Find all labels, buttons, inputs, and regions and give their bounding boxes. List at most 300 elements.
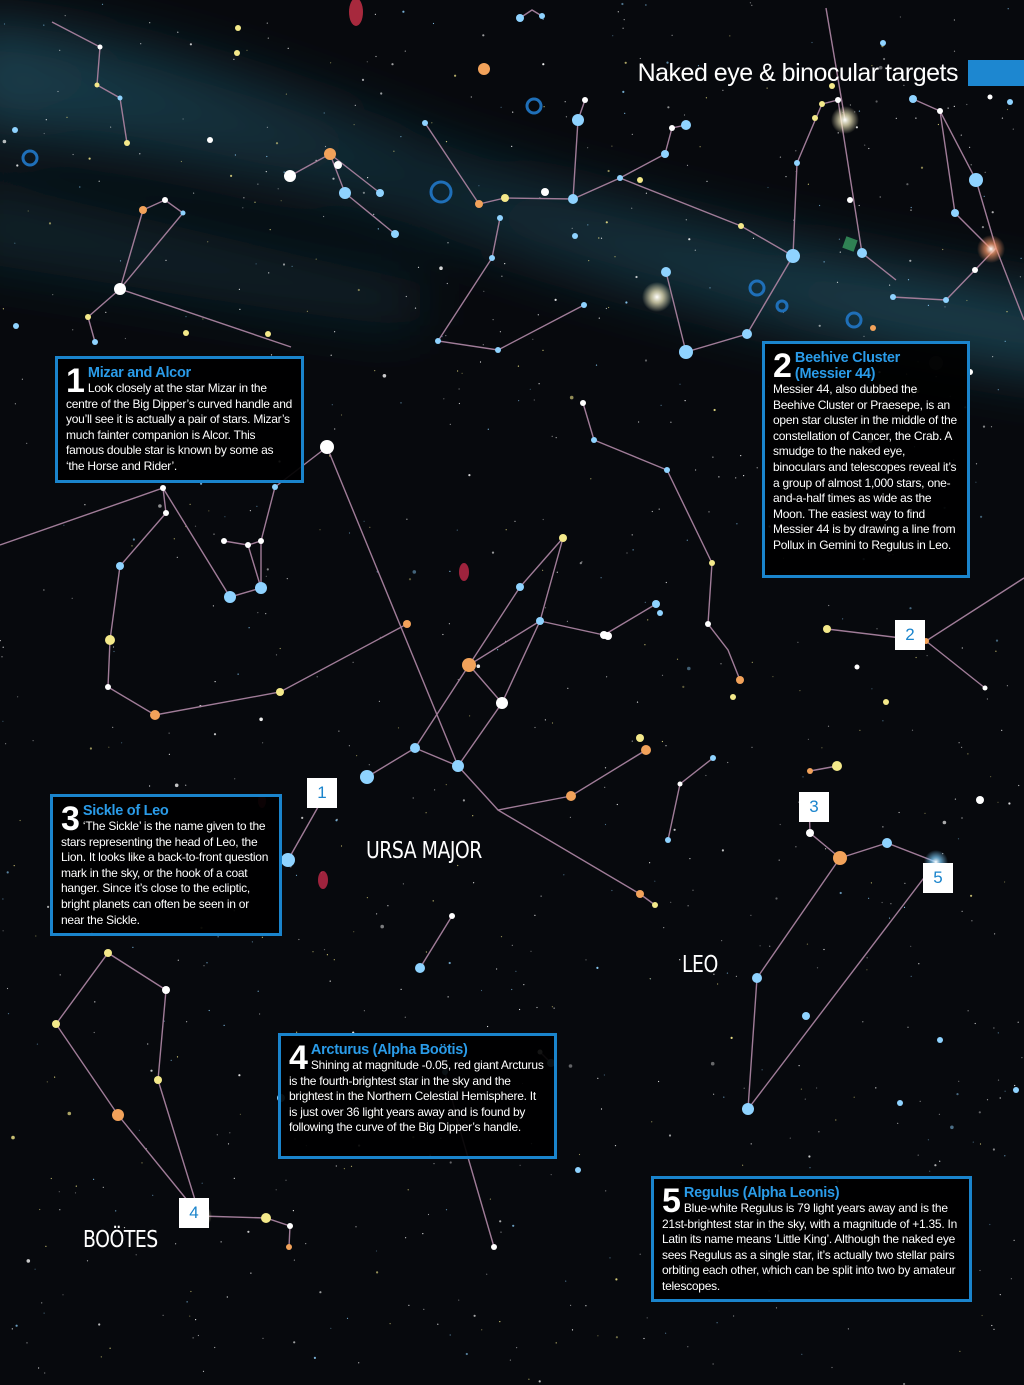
- faint-star: [442, 634, 443, 635]
- faint-star: [379, 701, 380, 702]
- faint-star: [948, 108, 949, 109]
- faint-star: [500, 331, 501, 332]
- target-number: 2: [773, 347, 792, 385]
- faint-star: [1008, 8, 1009, 9]
- faint-star: [599, 318, 600, 319]
- star-icon: [1013, 1087, 1019, 1093]
- faint-star: [679, 959, 680, 960]
- star-icon: [284, 170, 296, 182]
- faint-star: [481, 1329, 482, 1330]
- faint-star: [463, 799, 465, 801]
- faint-star: [998, 1080, 999, 1081]
- faint-star: [585, 959, 586, 960]
- faint-star: [1005, 341, 1006, 342]
- faint-star: [390, 1323, 391, 1324]
- faint-star: [611, 890, 612, 891]
- faint-star: [863, 336, 864, 337]
- faint-star: [854, 1097, 855, 1098]
- faint-star: [354, 124, 355, 125]
- faint-star: [37, 1044, 38, 1045]
- star-icon: [636, 890, 644, 898]
- faint-star: [457, 370, 458, 371]
- faint-star: [165, 260, 166, 261]
- faint-star: [486, 1274, 487, 1275]
- faint-star: [288, 48, 289, 49]
- faint-star: [1011, 1278, 1012, 1279]
- faint-star: [355, 105, 356, 106]
- target-box-5: [651, 1176, 972, 1302]
- faint-star: [605, 824, 606, 825]
- page-header: [638, 58, 1024, 88]
- faint-star: [606, 676, 607, 677]
- faint-star: [14, 865, 15, 866]
- faint-star: [177, 32, 178, 33]
- faint-star: [483, 344, 484, 345]
- faint-star: [198, 1335, 199, 1336]
- faint-star: [662, 741, 663, 742]
- faint-star: [859, 205, 860, 206]
- star-icon: [710, 755, 716, 761]
- faint-star: [665, 1333, 666, 1334]
- bright-star-icon: [977, 235, 1005, 263]
- star-icon: [462, 658, 476, 672]
- faint-star: [802, 776, 803, 777]
- star-icon: [403, 620, 411, 628]
- faint-star: [405, 1237, 406, 1238]
- faint-star: [450, 1161, 452, 1163]
- faint-star: [831, 1367, 832, 1368]
- faint-star: [330, 62, 331, 63]
- faint-star: [449, 962, 451, 964]
- faint-star: [909, 607, 911, 609]
- star-icon: [163, 510, 169, 516]
- faint-star: [75, 1192, 76, 1193]
- faint-star: [720, 663, 721, 664]
- faint-star: [499, 1321, 500, 1322]
- star-icon: [541, 188, 549, 196]
- faint-star: [566, 116, 567, 117]
- star-icon: [516, 14, 524, 22]
- faint-star: [341, 414, 342, 415]
- faint-star: [73, 154, 74, 155]
- faint-star: [401, 989, 402, 990]
- faint-star: [250, 510, 251, 511]
- star-icon: [833, 851, 847, 865]
- faint-star: [808, 1155, 810, 1157]
- faint-star: [431, 122, 432, 123]
- faint-star: [530, 389, 531, 390]
- faint-star: [243, 197, 244, 198]
- faint-star: [268, 272, 269, 273]
- star-icon: [489, 255, 495, 261]
- faint-star: [979, 1111, 981, 1113]
- faint-star: [136, 1254, 137, 1255]
- faint-star: [828, 726, 829, 727]
- faint-star: [543, 19, 544, 20]
- faint-star: [49, 222, 51, 224]
- faint-star: [278, 188, 279, 189]
- faint-star: [821, 747, 822, 748]
- faint-star: [646, 193, 647, 194]
- faint-star: [102, 4, 103, 5]
- faint-star: [959, 1351, 960, 1352]
- faint-star: [413, 570, 417, 574]
- faint-star: [740, 455, 741, 456]
- target-number: 4: [289, 1039, 308, 1077]
- faint-star: [68, 1112, 72, 1116]
- faint-star: [221, 1241, 222, 1242]
- map-marker-3: 3: [799, 792, 829, 822]
- faint-star: [292, 266, 293, 267]
- faint-star: [751, 1143, 752, 1144]
- faint-star: [868, 898, 869, 899]
- faint-star: [265, 613, 266, 614]
- faint-star: [709, 287, 710, 288]
- faint-star: [743, 475, 744, 476]
- faint-star: [474, 1315, 476, 1317]
- faint-star: [190, 504, 191, 505]
- faint-star: [428, 1214, 429, 1215]
- faint-star: [262, 742, 263, 743]
- faint-star: [1014, 1085, 1015, 1086]
- faint-star: [483, 291, 484, 292]
- faint-star: [811, 42, 812, 43]
- star-icon: [794, 160, 800, 166]
- faint-star: [17, 696, 18, 697]
- faint-star: [638, 421, 639, 422]
- faint-star: [871, 882, 872, 883]
- faint-star: [649, 862, 650, 863]
- faint-star: [626, 552, 627, 553]
- faint-star: [16, 164, 18, 166]
- faint-star: [270, 229, 271, 230]
- star-icon: [181, 211, 186, 216]
- faint-star: [314, 1357, 316, 1359]
- faint-star: [1020, 276, 1021, 277]
- constellation-label-bootes: BOÖTES: [83, 1227, 158, 1253]
- faint-star: [842, 618, 843, 619]
- faint-star: [633, 549, 634, 550]
- star-icon: [95, 83, 100, 88]
- faint-star: [175, 1243, 176, 1244]
- star-icon: [657, 610, 663, 616]
- faint-star: [661, 405, 662, 406]
- faint-star: [446, 1209, 447, 1210]
- faint-star: [60, 974, 61, 975]
- faint-star: [447, 242, 448, 243]
- faint-star: [234, 1178, 235, 1179]
- star-icon: [882, 838, 892, 848]
- faint-star: [742, 1165, 743, 1166]
- faint-star: [598, 237, 599, 238]
- faint-star: [939, 1114, 940, 1115]
- faint-star: [3, 140, 7, 144]
- faint-star: [369, 527, 370, 528]
- faint-star: [961, 135, 962, 136]
- faint-star: [66, 117, 67, 118]
- faint-star: [556, 1342, 557, 1343]
- faint-star: [970, 895, 972, 897]
- faint-star: [645, 359, 647, 361]
- faint-star: [723, 1097, 724, 1098]
- faint-star: [113, 651, 114, 652]
- faint-star: [605, 1190, 606, 1191]
- faint-star: [376, 913, 377, 914]
- faint-star: [487, 1026, 488, 1027]
- star-icon: [116, 562, 124, 570]
- faint-star: [942, 249, 943, 250]
- star-icon: [969, 173, 983, 187]
- star-icon: [806, 829, 814, 837]
- faint-star: [859, 111, 860, 112]
- faint-star: [817, 967, 818, 968]
- faint-star: [875, 1087, 876, 1088]
- faint-star: [994, 933, 995, 934]
- faint-star: [939, 1161, 940, 1162]
- faint-star: [1008, 802, 1010, 804]
- faint-star: [625, 62, 627, 64]
- faint-star: [293, 1210, 294, 1211]
- faint-star: [516, 1347, 517, 1348]
- faint-star: [426, 812, 427, 813]
- faint-star: [228, 1143, 229, 1144]
- faint-star: [99, 181, 100, 182]
- faint-star: [280, 648, 281, 649]
- faint-star: [567, 688, 568, 689]
- faint-star: [621, 3, 623, 5]
- star-icon: [162, 986, 170, 994]
- faint-star: [249, 627, 250, 628]
- faint-star: [991, 1325, 992, 1326]
- faint-star: [918, 1155, 919, 1156]
- faint-star: [332, 178, 334, 180]
- faint-star: [924, 813, 925, 814]
- faint-star: [93, 1179, 94, 1180]
- faint-star: [663, 927, 664, 928]
- faint-star: [511, 146, 512, 147]
- faint-star: [515, 971, 516, 972]
- star-icon: [281, 853, 295, 867]
- faint-star: [276, 654, 277, 655]
- faint-star: [785, 176, 786, 177]
- faint-star: [624, 113, 625, 114]
- faint-star: [625, 301, 627, 303]
- faint-star: [446, 141, 447, 142]
- star-icon: [162, 197, 168, 203]
- faint-star: [797, 642, 798, 643]
- star-icon: [847, 197, 853, 203]
- faint-star: [632, 534, 633, 535]
- faint-star: [840, 892, 842, 894]
- faint-star: [250, 1273, 251, 1274]
- faint-star: [472, 815, 473, 816]
- faint-star: [413, 797, 414, 798]
- faint-star: [1001, 730, 1002, 731]
- faint-star: [635, 276, 637, 278]
- star-icon: [52, 1020, 60, 1028]
- faint-star: [982, 226, 984, 228]
- faint-star: [530, 951, 531, 952]
- faint-star: [762, 1069, 763, 1070]
- faint-star: [651, 1121, 652, 1122]
- faint-star: [708, 511, 709, 512]
- faint-star: [43, 589, 44, 590]
- faint-star: [640, 1254, 641, 1255]
- faint-star: [433, 900, 434, 901]
- faint-star: [962, 647, 963, 648]
- faint-star: [405, 1017, 406, 1018]
- faint-star: [750, 2, 751, 3]
- faint-star: [700, 146, 701, 147]
- faint-star: [262, 937, 263, 938]
- faint-star: [996, 640, 998, 642]
- star-icon: [98, 45, 103, 50]
- faint-star: [89, 158, 91, 160]
- faint-star: [267, 23, 268, 24]
- faint-star: [266, 156, 267, 157]
- faint-star: [324, 112, 325, 113]
- faint-star: [816, 1087, 817, 1088]
- faint-star: [336, 1165, 337, 1166]
- faint-star: [185, 785, 186, 786]
- faint-star: [652, 511, 653, 512]
- faint-star: [254, 202, 255, 203]
- faint-star: [113, 646, 114, 647]
- faint-star: [238, 674, 239, 675]
- faint-star: [462, 373, 463, 374]
- faint-star: [449, 571, 450, 572]
- faint-star: [510, 1360, 511, 1361]
- faint-star: [14, 243, 15, 244]
- faint-star: [347, 1318, 348, 1319]
- faint-star: [973, 1142, 974, 1143]
- target-box-1: [55, 356, 304, 483]
- faint-star: [305, 1243, 306, 1244]
- faint-star: [992, 356, 993, 357]
- faint-star: [587, 147, 588, 148]
- faint-star: [565, 1281, 566, 1282]
- faint-star: [257, 612, 258, 613]
- faint-star: [44, 1313, 45, 1314]
- faint-star: [910, 946, 911, 947]
- faint-star: [356, 755, 357, 756]
- faint-star: [215, 681, 216, 682]
- star-icon: [823, 625, 831, 633]
- faint-star: [267, 568, 269, 570]
- faint-star: [614, 256, 615, 257]
- faint-star: [375, 14, 376, 15]
- star-icon: [855, 665, 860, 670]
- faint-star: [131, 545, 132, 546]
- faint-star: [889, 285, 890, 286]
- star-icon: [572, 114, 584, 126]
- star-icon: [678, 782, 683, 787]
- faint-star: [899, 812, 900, 813]
- faint-star: [443, 398, 444, 399]
- faint-star: [684, 114, 685, 115]
- faint-star: [402, 11, 404, 13]
- star-icon: [812, 115, 818, 121]
- faint-star: [54, 1077, 55, 1078]
- faint-star: [398, 727, 399, 728]
- faint-star: [466, 1353, 468, 1355]
- faint-star: [554, 1008, 555, 1009]
- faint-star: [929, 1171, 930, 1172]
- star-icon: [118, 96, 123, 101]
- star-icon: [742, 329, 752, 339]
- faint-star: [980, 1143, 981, 1144]
- faint-star: [101, 1356, 102, 1357]
- faint-star: [44, 1372, 45, 1373]
- star-icon: [415, 963, 425, 973]
- faint-star: [351, 1166, 352, 1167]
- faint-star: [570, 396, 574, 400]
- faint-star: [234, 778, 235, 779]
- faint-star: [990, 776, 991, 777]
- faint-star: [876, 100, 878, 102]
- faint-star: [541, 896, 542, 897]
- faint-star: [94, 1032, 95, 1033]
- faint-star: [862, 1021, 863, 1022]
- faint-star: [233, 59, 234, 60]
- faint-star: [799, 690, 800, 691]
- faint-star: [405, 51, 406, 52]
- faint-star: [298, 939, 299, 940]
- faint-star: [570, 1305, 571, 1306]
- faint-star: [334, 428, 335, 429]
- faint-star: [327, 954, 328, 955]
- faint-star: [353, 662, 354, 663]
- faint-star: [679, 384, 680, 385]
- faint-star: [174, 538, 175, 539]
- faint-star: [532, 339, 533, 340]
- faint-star: [604, 1074, 605, 1075]
- faint-star: [373, 214, 374, 215]
- target-title: Regulus (Alpha Leonis): [683, 1185, 840, 1201]
- faint-star: [262, 1338, 263, 1339]
- faint-star: [512, 945, 513, 946]
- faint-star: [909, 260, 911, 262]
- faint-star: [751, 5, 752, 6]
- star-icon: [154, 1076, 162, 1084]
- faint-star: [666, 582, 667, 583]
- faint-star: [473, 882, 474, 883]
- faint-star: [323, 216, 324, 217]
- faint-star: [266, 576, 267, 577]
- faint-star: [705, 775, 706, 776]
- faint-star: [868, 148, 869, 149]
- target-text: Messier 44, also dubbed the Beehive Cluster or Praesepe, is an open star cluster in the middle of the constellation of Cancer, the Crab. A smudge to the naked eye, binoculars and telescopes reveal it’s a group of almost 1,000 stars, one-and-a-half times as wide as the Moon. The easiest way to find Messier 44 is by drawing a line from Pollux in Gemini to Regulus in Leo.: [773, 382, 957, 552]
- faint-star: [501, 107, 502, 108]
- faint-star: [16, 1325, 18, 1327]
- target-text: Blue-white Regulus is 79 light years away and is the 21st-brightest star in the sky, with a magnitude of +1.35. In Latin its name means ‘Little King’. Although the naked eye sees Regulus as a single star, it’s actually two stellar pairs orbiting each other, which can be split into two by amateur telescopes.: [662, 1201, 958, 1293]
- faint-star: [239, 309, 240, 310]
- faint-star: [686, 219, 687, 220]
- faint-star: [958, 1081, 959, 1082]
- faint-star: [955, 799, 956, 800]
- faint-star: [393, 151, 394, 152]
- faint-star: [12, 1328, 13, 1329]
- faint-star: [997, 802, 998, 803]
- star-icon: [937, 108, 943, 114]
- faint-star: [910, 210, 911, 211]
- star-icon: [501, 194, 509, 202]
- faint-star: [281, 200, 282, 201]
- faint-star: [677, 659, 678, 660]
- faint-star: [376, 1271, 378, 1273]
- faint-star: [706, 97, 707, 98]
- faint-star: [938, 124, 939, 125]
